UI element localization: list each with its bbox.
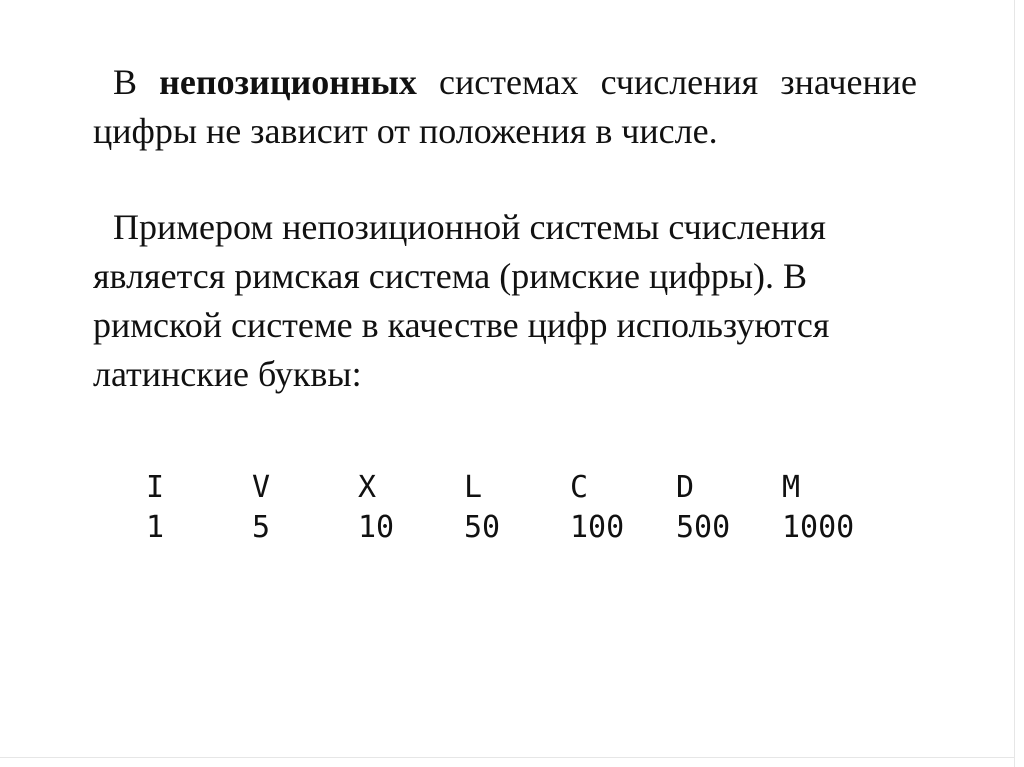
roman-value: 500 <box>676 510 731 545</box>
paragraph-definition-bold-term: непозиционных <box>159 62 417 102</box>
roman-letter: X <box>358 470 377 505</box>
slide-border-bottom <box>0 757 1015 758</box>
roman-value: 5 <box>252 510 271 545</box>
roman-letter: C <box>570 470 589 505</box>
roman-letter: I <box>146 470 165 505</box>
roman-value: 1 <box>146 510 165 545</box>
roman-letter: L <box>464 470 483 505</box>
roman-letter: V <box>252 470 271 505</box>
roman-value: 100 <box>570 510 625 545</box>
roman-value: 50 <box>464 510 501 545</box>
roman-value: 1000 <box>782 510 855 545</box>
paragraph-definition <box>93 58 917 156</box>
roman-value: 10 <box>358 510 395 545</box>
roman-letter: D <box>676 470 695 505</box>
slide-border-right <box>1014 0 1015 767</box>
paragraph-definition-rest: системах счисления значение цифры не зависит от положения в числе. <box>93 62 917 151</box>
paragraph-example: Примером непозиционной системы счисления является римская система (римские цифры). В римской системе в качестве цифр используются латинские буквы: <box>93 207 830 394</box>
paragraph-definition-start: В <box>113 62 160 102</box>
roman-letter: M <box>782 470 801 505</box>
